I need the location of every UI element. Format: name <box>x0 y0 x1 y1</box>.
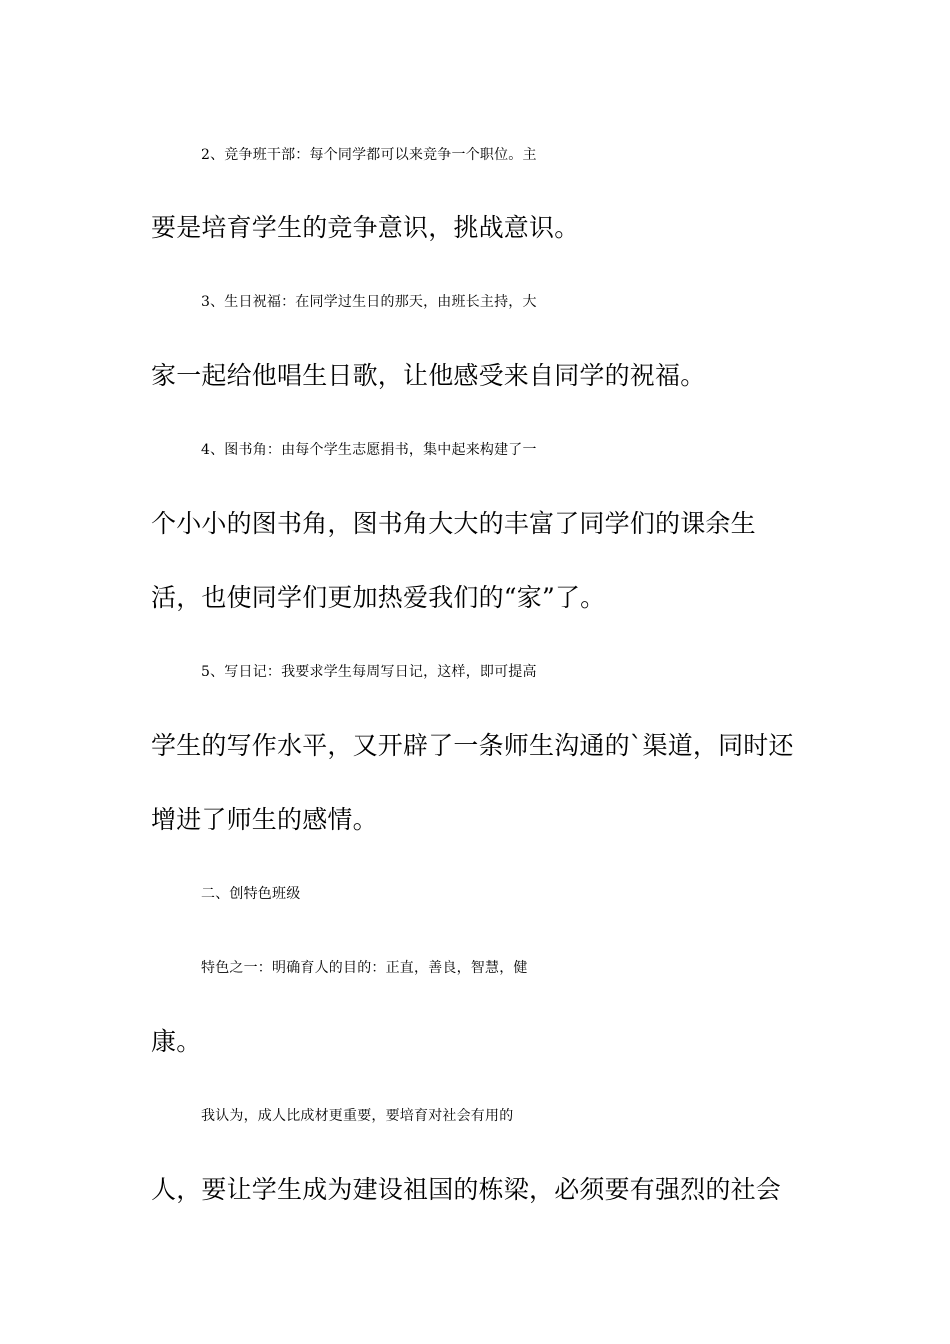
paragraph-line: 要是培育学生的竞争意识，挑战意识。 <box>151 213 580 242</box>
paragraph-line: 家一起给他唱生日歌，让他感受来自同学的祝福。 <box>151 361 706 390</box>
paragraph-line: 3、生日祝福：在同学过生日的那天，由班长主持，大 <box>201 294 537 310</box>
paragraph-line: 活，也使同学们更加热爱我们的“家”了。 <box>151 583 606 612</box>
paragraph-line: 4、图书角：由每个学生志愿捐书，集中起来构建了一 <box>201 442 537 458</box>
section-heading: 二、创特色班级 <box>201 886 301 902</box>
paragraph-line: 5、写日记：我要求学生每周写日记，这样，即可提高 <box>201 664 537 680</box>
paragraph-line: 2、竞争班干部：每个同学都可以来竞争一个职位。主 <box>201 147 537 163</box>
paragraph-line: 我认为，成人比成材更重要，要培育对社会有用的 <box>201 1108 514 1124</box>
paragraph-line: 特色之一：明确育人的目的：正直，善良，智慧，健 <box>201 960 528 976</box>
paragraph-line: 学生的写作水平，又开辟了一条师生沟通的`渠道，同时还 <box>151 731 794 760</box>
paragraph-line: 人，要让学生成为建设祖国的栋梁，必须要有强烈的社会 <box>151 1175 782 1204</box>
paragraph-line: 康。 <box>151 1027 202 1056</box>
paragraph-line: 个小小的图书角，图书角大大的丰富了同学们的课余生 <box>151 509 756 538</box>
paragraph-line: 增进了师生的感情。 <box>151 805 378 834</box>
